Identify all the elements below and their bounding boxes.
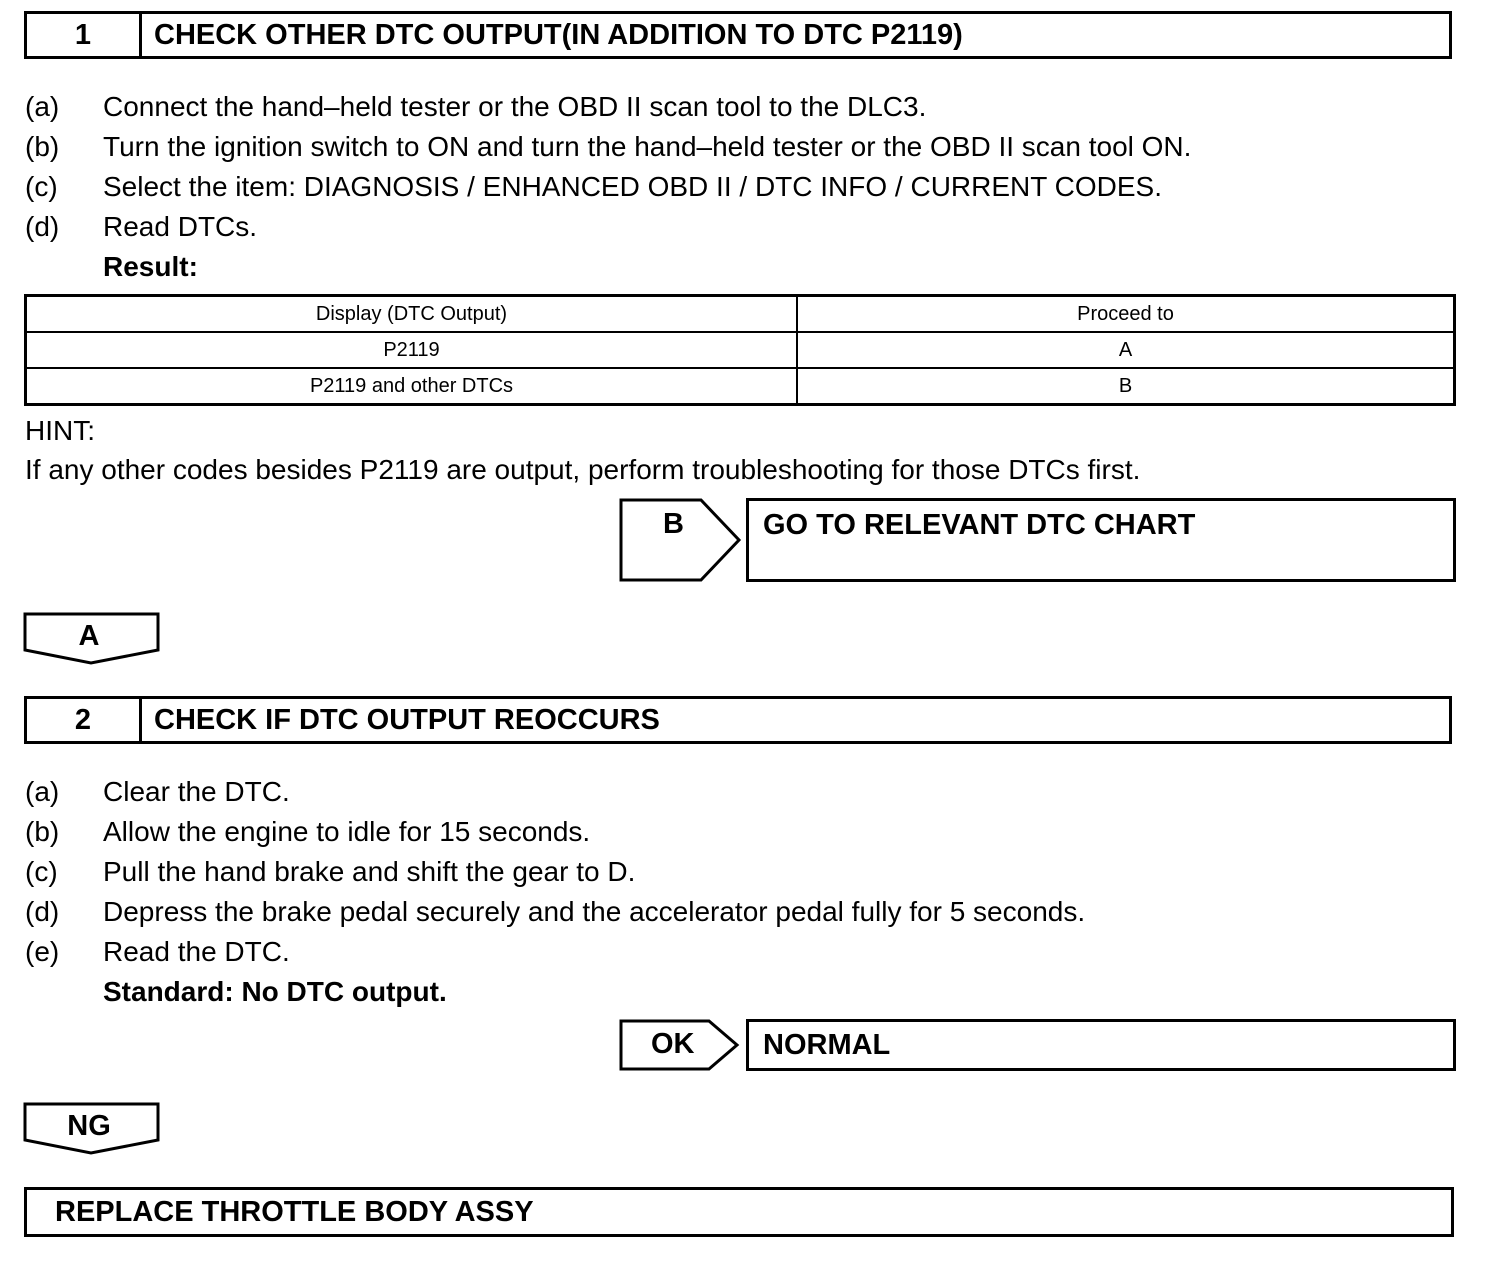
item-text: Connect the hand–held tester or the OBD II scan tool to the DLC3.: [103, 91, 927, 122]
table-header-cell: Display (DTC Output): [26, 296, 798, 333]
branch-ok-action: NORMAL: [746, 1019, 1456, 1071]
branch-a-label: A: [78, 620, 100, 652]
result-label: Result:: [103, 251, 198, 282]
item-label: (d): [25, 211, 60, 242]
step-2-header: [24, 696, 1452, 744]
branch-ng-tag: [23, 1102, 161, 1156]
table-cell: P2119: [26, 332, 798, 368]
item-text: Allow the engine to idle for 15 seconds.: [103, 816, 591, 847]
table-row: [26, 332, 1455, 368]
table-cell: B: [797, 368, 1455, 405]
hint-text: If any other codes besides P2119 are output, perform troubleshooting for those DTCs first.: [25, 454, 1141, 485]
step-1-number: 1: [27, 14, 142, 56]
branch-b-tag: [619, 498, 743, 582]
item-text: Clear the DTC.: [103, 776, 290, 807]
final-action-box: REPLACE THROTTLE BODY ASSY: [24, 1187, 1454, 1237]
item-text: Depress the brake pedal securely and the accelerator pedal fully for 5 seconds.: [103, 896, 1086, 927]
item-label: (a): [25, 91, 60, 122]
step-1-title: CHECK OTHER DTC OUTPUT(IN ADDITION TO DTC P2119): [154, 18, 963, 51]
item-text: Read the DTC.: [103, 936, 290, 967]
branch-ok-tag: [619, 1019, 743, 1071]
item-label: (d): [25, 896, 60, 927]
item-label: (c): [25, 856, 58, 887]
table-row: [26, 368, 1455, 405]
item-label: (a): [25, 776, 60, 807]
step-2-number: 2: [27, 699, 142, 741]
standard-text: Standard: No DTC output.: [103, 976, 447, 1007]
result-table: [24, 294, 1456, 406]
item-label: (b): [25, 131, 60, 162]
item-text: Turn the ignition switch to ON and turn the hand–held tester or the OBD II scan tool ON.: [103, 131, 1192, 162]
branch-a-tag: [23, 612, 161, 666]
step-1-header: [24, 11, 1452, 59]
table-header-row: [26, 296, 1455, 333]
table-cell: P2119 and other DTCs: [26, 368, 798, 405]
branch-ok-label: OK: [651, 1028, 695, 1060]
hint-label: HINT:: [25, 415, 95, 446]
branch-b-label: B: [663, 508, 684, 540]
branch-ng-label: NG: [67, 1110, 111, 1142]
item-text: Select the item: DIAGNOSIS / ENHANCED OBD II / DTC INFO / CURRENT CODES.: [103, 171, 1162, 202]
branch-b-action: GO TO RELEVANT DTC CHART: [746, 498, 1456, 582]
item-text: Pull the hand brake and shift the gear to D.: [103, 856, 636, 887]
table-header-cell: Proceed to: [797, 296, 1455, 333]
step-2-title: CHECK IF DTC OUTPUT REOCCURS: [154, 703, 660, 736]
item-text: Read DTCs.: [103, 211, 258, 242]
item-label: (b): [25, 816, 60, 847]
item-label: (c): [25, 171, 58, 202]
item-label: (e): [25, 936, 60, 967]
table-cell: A: [797, 332, 1455, 368]
